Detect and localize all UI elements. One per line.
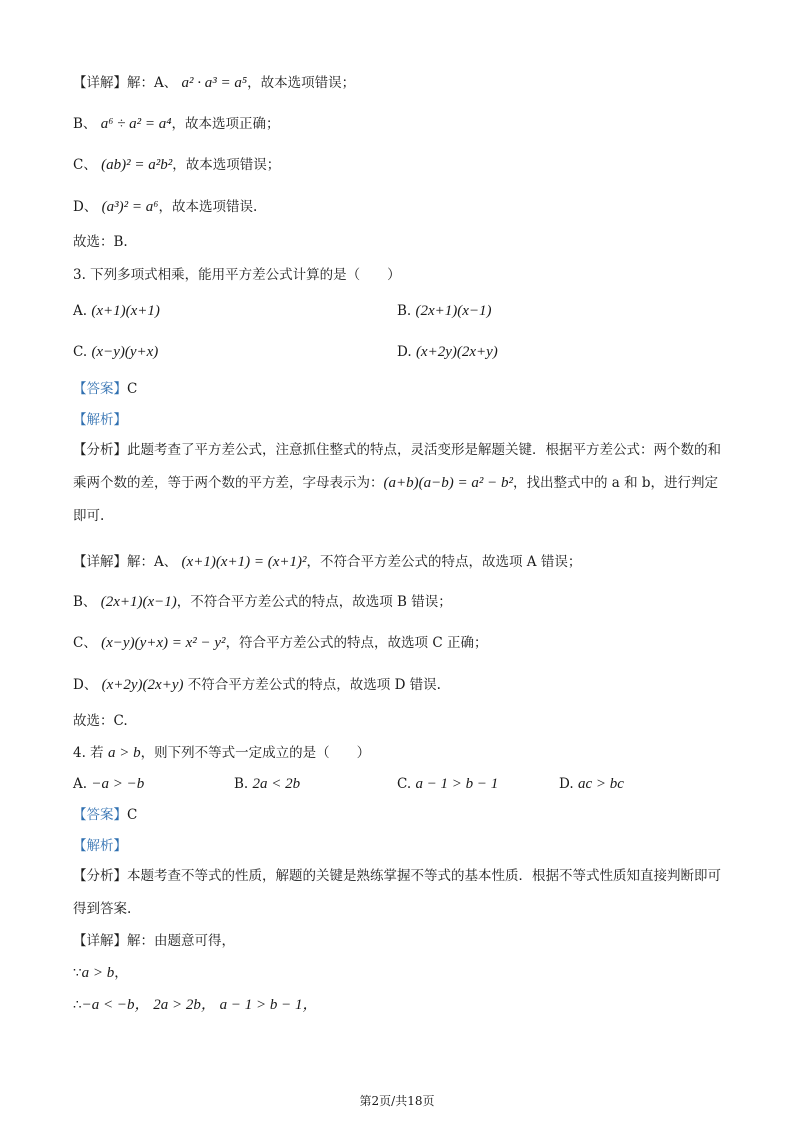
q4-analysis-tag: 【解析】 bbox=[73, 838, 127, 854]
q3-detail-d: D、 (x+2y)(2x+y) 不符合平方差公式的特点，故选项 D 错误. bbox=[73, 677, 441, 693]
q3-detail-c: C、 (x−y)(y+x) = x² − y²，符合平方差公式的特点，故选项 C 正确； bbox=[73, 635, 488, 651]
because-symbol: ∵ bbox=[73, 965, 82, 981]
math-expression: a² · a³ = a⁵ bbox=[181, 75, 248, 91]
q4-fenxi: 【分析】本题考查不等式的性质，解题的关键是熟练掌握不等式的基本性质．根据不等式性质知直接判断即可得到答案. bbox=[73, 868, 721, 917]
prev-detail-line-c: C、 (ab)² = a²b²，故本选项错误； bbox=[73, 157, 281, 173]
q4-option-d: D. ac > bc bbox=[559, 776, 624, 792]
prev-detail-line-d: D、 (a³)² = a⁶，故本选项错误. bbox=[73, 199, 258, 215]
q4-therefore: ∴−a < −b， 2a > 2b， a − 1 > b − 1， bbox=[73, 997, 318, 1013]
q4-stem: 4. 若 a > b，则下列不等式一定成立的是（ ） bbox=[73, 745, 371, 761]
fenxi-tag: 【分析】 bbox=[73, 442, 127, 458]
math-expression: a⁶ ÷ a² = a⁴ bbox=[100, 116, 172, 132]
q3-option-d: D. (x+2y)(2x+y) bbox=[397, 344, 498, 360]
q4-because: ∵a > b， bbox=[73, 965, 128, 981]
q3-option-b: B. (2x+1)(x−1) bbox=[397, 303, 492, 319]
q3-analysis-tag: 【解析】 bbox=[73, 412, 127, 428]
prev-detail-line-b: B、 a⁶ ÷ a² = a⁴，故本选项正确； bbox=[73, 116, 280, 132]
q3-choice: 故选：C. bbox=[73, 713, 128, 729]
answer-tag: 【答案】 bbox=[73, 381, 127, 397]
detail-tag: 【详解】 bbox=[73, 75, 127, 91]
detail-tag: 【详解】 bbox=[73, 554, 127, 570]
q4-option-a: A. −a > −b bbox=[73, 776, 145, 792]
math-expression: (x−y)(y+x) = x² − y² bbox=[101, 635, 226, 651]
q4-option-c: C. a − 1 > b − 1 bbox=[397, 776, 499, 792]
math-expression: (a³)² = a⁶ bbox=[101, 199, 159, 215]
q3-detail-a: 【详解】解：A、 (x+1)(x+1) = (x+1)²，不符合平方差公式的特点，故选项 A 错误； bbox=[73, 554, 582, 570]
math-expression: a > b bbox=[107, 745, 141, 761]
q3-answer: 【答案】C bbox=[73, 381, 138, 397]
therefore-symbol: ∴ bbox=[73, 997, 82, 1013]
math-expression: (a+b)(a−b) = a² − b² bbox=[383, 475, 513, 491]
math-expression: (x+2y)(2x+y) bbox=[101, 677, 184, 693]
page-footer: 第2页/共18页 bbox=[359, 1094, 435, 1108]
answer-tag: 【答案】 bbox=[73, 807, 127, 823]
q3-option-c: C. (x−y)(y+x) bbox=[73, 344, 159, 360]
q3-stem: 3. 下列多项式相乘，能用平方差公式计算的是（ ） bbox=[73, 267, 401, 283]
fenxi-tag: 【分析】 bbox=[73, 868, 127, 884]
prev-detail-line-a: 【详解】解：A、 a² · a³ = a⁵，故本选项错误； bbox=[73, 75, 356, 91]
math-expression: (x+1)(x+1) = (x+1)² bbox=[181, 554, 307, 570]
q4-option-b: B. 2a < 2b bbox=[234, 776, 301, 792]
prev-choice: 故选：B. bbox=[73, 234, 128, 250]
math-expression: (ab)² = a²b² bbox=[101, 157, 173, 173]
q4-answer: 【答案】C bbox=[73, 807, 138, 823]
detail-tag: 【详解】 bbox=[73, 933, 127, 949]
q4-detail: 【详解】解：由题意可得， bbox=[73, 933, 235, 949]
q3-option-a: A. (x+1)(x+1) bbox=[73, 303, 160, 319]
q3-fenxi: 【分析】此题考查了平方差公式，注意抓住整式的特点，灵活变形是解题关键．根据平方差公式：两个数的和乘两个数的差，等于两个数的平方差，字母表示为：(a+b)(a−b) = a² − b²，找出整式中的 a 和 b，进行判定即可. bbox=[73, 442, 721, 524]
math-expression: (2x+1)(x−1) bbox=[100, 594, 177, 610]
q3-detail-b: B、 (2x+1)(x−1)，不符合平方差公式的特点，故选项 B 错误； bbox=[73, 594, 452, 610]
